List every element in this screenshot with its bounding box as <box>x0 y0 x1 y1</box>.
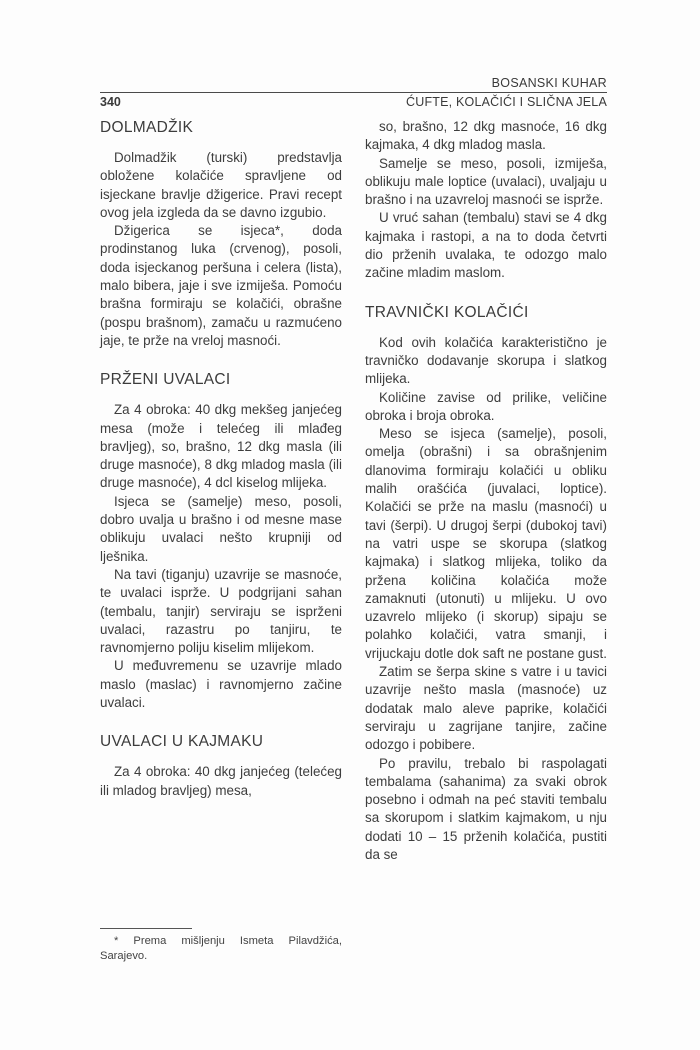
paragraph: U vruć sahan (tembalu) stavi se 4 dkg kajmaka i rastopi, a na to doda četvrti dio prženih uvalaka, te odozgo malo začine mladim maslom. <box>365 210 607 281</box>
paragraph: Samelje se meso, posoli, izmiješa, oblikuju male loptice (uvalaci), uvaljaju u brašno i na uzavreloj masnoći se isprže. <box>365 155 607 208</box>
section-title: ĆUFTE, KOLAČIĆI I SLIČNA JELA <box>406 95 607 109</box>
footnote-rule <box>100 928 192 929</box>
paragraph: Dolmadžik (turski) predstavlja obložene kolačiće spravljene od isjeckane bravlje džigerice. Pravi recept ovog jela izgleda da se davno izgubio. <box>100 150 342 220</box>
paragraph: Na tavi (tiganju) uzavrije se masnoće, te uvalaci isprže. U podgrijani sahan (tembalu, tanjir) serviraju se isprženi uvalaci, razastru po tanjiru, te ravnomjerno poliju kiselim mlijekom. <box>100 566 342 656</box>
running-head <box>100 76 607 109</box>
right-column <box>365 118 607 864</box>
paragraph: so, brašno, 12 dkg masnoće, 16 dkg kajmaka, 4 dkg mladog masla. <box>365 119 607 153</box>
book-title: BOSANSKI KUHAR <box>491 76 607 90</box>
paragraph: Po pravilu, trebalo bi raspolagati tembalama (sahanima) za svaki obrok posebno i odmah na peć staviti tembalu sa skorupom i slatkim kajmakom, u nju dodati 10 – 15 prženih kolačića, pustiti da se <box>365 755 607 862</box>
paragraph: Zatim se šerpa skine s vatre i u tavici uzavrije nešto masla (masnoće) uz dodatak malo aleve paprike, kolačići serviraju u zagrijane tanjire, začine odozgo i pobibere. <box>365 664 607 753</box>
left-column <box>100 118 342 864</box>
footnote <box>100 928 342 964</box>
recipe-title-dolmadzik: DOLMADŽIK <box>100 119 194 136</box>
two-column-body <box>100 118 607 864</box>
header-row <box>100 95 607 109</box>
paragraph: Džigerica se isjeca*, doda prodinstanog luka (crvenog), posoli, doda isjeckanog peršuna i celera (lista), malo bibera, jaje i sve izmiješa. Pomoću brašna formiraju se kolačići, obrašne (pospu brašnom), zamaču u razmućeno jaje, te prže na vreloj masnoći. <box>100 223 342 348</box>
recipe-title-travnicki-kolacici: TRAVNIČKI KOLAČIĆI <box>365 303 529 321</box>
header-rule <box>100 92 607 93</box>
spacer <box>365 283 607 303</box>
paragraph: Za 4 obroka: 40 dkg mekšeg janjećeg mesa (može i telećeg ili mlađeg bravljeg), so, brašno, 12 dkg masla (ili druge masnoće), 8 dkg mladog masla (ili druge masnoće), 4 dcl kiselog mlijeka. <box>100 402 342 491</box>
paragraph: Za 4 obroka: 40 dkg janjećeg (telećeg ili mladog bravljeg) mesa, <box>100 764 342 798</box>
recipe-title-przeni-uvalaci: PRŽENI UVALACI <box>100 371 231 389</box>
spacer <box>100 350 342 370</box>
recipe-title-uvalaci-u-kajmaku: UVALACI U KAJMAKU <box>100 733 264 751</box>
paragraph: Kod ovih kolačića karakteristično je travničko dodavanje skorupa i slatkog mlijeka. <box>365 334 607 387</box>
footnote-text: * Prema mišljenju Ismeta Pilavdžića, Sarajevo. <box>100 935 342 962</box>
spacer <box>100 712 342 732</box>
paragraph: Isjeca se (samelje) meso, posoli, dobro uvalja u brašno i od mesne mase oblikuju uvalaci nešto krupniji od lješnika. <box>100 493 342 564</box>
paragraph: U međuvremenu se uzavrije mlado maslo (maslac) i ravnomjerno začine uvalaci. <box>100 658 342 711</box>
paragraph: Količine zavise od prilike, veličine obroka i broja obroka. <box>365 389 607 423</box>
paragraph: Meso se isjeca (samelje), posoli, omelja (obrašni) i sa obrašnjenim dlanovima formiraju kolačići u obliku malih orašćića (juvalaci, loptice). Kolačići se prže na maslu (masnoći) u tavi (šerpi). U drugoj šerpi (dubokoj tavi) na vatri uspe se skorupa (slatkog kajmaka) i slatkog mlijeka, toliko da pržena količina kolačića može zamaknuti (utonuti) u mlijeku. U ovo uzavrelo mlijeko (i skorup) sipaju se polahko kolačići, vatra smanji, i vrijuckaju dotle dok saft ne postane gust. <box>365 426 607 661</box>
page-number: 340 <box>100 95 121 109</box>
